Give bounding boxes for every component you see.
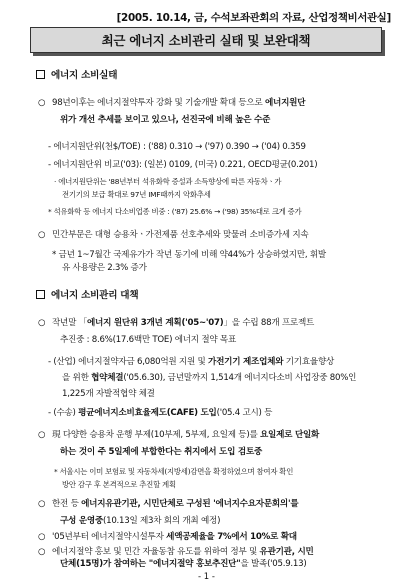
circle-bullet-icon: ○ bbox=[38, 318, 46, 328]
section-heading-measures: 에너지 소비관리 대책 bbox=[36, 290, 138, 302]
circle-bullet-icon: ○ bbox=[38, 98, 46, 108]
dash-industry-line1: - (산업) 에너지절약자금 6,080억원 지원 및 가전기기 제조업체와 기기효율향상 bbox=[48, 357, 335, 367]
bullet-advisory-line2: 구성 운영중(10.13일 제3차 회의 개최 예정) bbox=[60, 516, 221, 526]
page-number: - 1 - bbox=[198, 572, 215, 582]
bullet-promotion-line1: ○ 에너지절약 홍보 및 민간 자율동참 유도를 위하여 정부 및 유관기관, 시민 bbox=[38, 547, 314, 557]
bullet-private-sector: ○ 민간부문은 대형 승용차ㆍ가전제품 선호추세와 맞물려 소비증가세 지속 bbox=[38, 230, 309, 240]
circle-bullet-icon: ○ bbox=[38, 230, 46, 240]
bullet-promotion-line2: 단체(15명)가 참여하는 "에너지절약 홍보추진단"을 발족('05.9.13) bbox=[60, 559, 307, 569]
document-source: [2005. 10.14, 금, 수석보좌관회의 자료, 산업정책비서관실] bbox=[116, 12, 391, 24]
note-intensity-line1: · 에너지원단위는 '88년부터 석유화학 증설과 소득향상에 따른 자동차ㆍ가 bbox=[54, 177, 282, 186]
bullet-three-year-plan-line1: ○ 작년말 「에너지 원단위 3개년 계획('05~'07)」을 수립 88개 프로젝트 bbox=[38, 318, 315, 328]
bullet-efficiency-line1: ○ 98년이후는 에너지절약투자 강화 및 기술개발 확대 등으로 에너지원단 bbox=[38, 98, 306, 108]
note-petrochem-share: * 석유화학 등 에너지 다소비업종 비중 : ('87) 25.6% → ('98) 35%대로 크게 증가 bbox=[48, 207, 302, 216]
square-bullet-icon bbox=[36, 70, 45, 79]
bullet-advisory-line1: ○ 한전 등 에너지유관기관, 시민단체로 구성된 '에너지수요자문회의'를 bbox=[38, 499, 299, 509]
bullet-car-rotation-line1: ○ 現 다양한 승용차 운행 부제(10부제, 5부제, 요일제 등)를 요일제로 단일화 bbox=[38, 430, 320, 440]
circle-bullet-icon: ○ bbox=[38, 547, 46, 557]
dash-industry-line3: 1,225개 자발적협약 체결 bbox=[62, 389, 155, 399]
dash-transport: - (수송) 평균에너지소비효율제도(CAFE) 도입('05.4 고시) 등 bbox=[48, 408, 273, 418]
circle-bullet-icon: ○ bbox=[38, 532, 46, 542]
bullet-three-year-plan-line2: 추진중 : 8.6%(17.6백만 TOE) 에너지 절약 목표 bbox=[60, 335, 237, 345]
note-seoul-line2: 방안 감구 후 본격적으로 추진할 계획 bbox=[62, 480, 176, 489]
section-heading-consumption: 에너지 소비실태 bbox=[36, 70, 117, 82]
document-title: 최근 에너지 소비관리 실태 및 보완대책 bbox=[101, 33, 311, 48]
note-seoul-line1: * 서울시는 이미 보험료 및 자동차세(지방세)감면을 확정하였으며 참여자 확인 bbox=[54, 467, 294, 476]
circle-bullet-icon: ○ bbox=[38, 499, 46, 509]
dash-intensity-comparison: - 에너지원단위 비교('03): (일본) 0109, (미국) 0.221, OECD평균(0.201) bbox=[48, 160, 318, 170]
square-bullet-icon bbox=[36, 290, 45, 299]
document-title-box bbox=[30, 27, 382, 53]
bullet-efficiency-line2: 위가 개선 추세를 보이고 있으나, 선진국에 비해 높은 수준 bbox=[60, 115, 271, 125]
note-oil-price-line1: * 금년 1~7월간 국제유가가 작년 동기에 비해 약44%가 상승하였지만, 휘발 bbox=[52, 250, 326, 260]
note-oil-price-line2: 유 사용량은 2.3% 증가 bbox=[62, 263, 147, 273]
dash-energy-intensity: - 에너지원단위(천$/TOE) : ('88) 0.310 → ('97) 0.390 → ('04) 0.359 bbox=[48, 142, 306, 152]
bullet-tax-credit: ○ '05년부터 에너지절약시설투자 세액공제율을 7%에서 10%로 확대 bbox=[38, 532, 297, 542]
note-intensity-line2: 전기기의 보급 확대로 97년 IMF때까지 악화추세 bbox=[62, 190, 211, 199]
circle-bullet-icon: ○ bbox=[38, 430, 46, 440]
bullet-car-rotation-line2: 하는 것이 주 5일제에 부합한다는 취지에서 도입 검토중 bbox=[60, 447, 263, 457]
dash-industry-line2: 을 위한 협약체결('05.6.30), 금년말까지 1,514개 에너지다소비 사업장중 80%인 bbox=[62, 373, 357, 383]
